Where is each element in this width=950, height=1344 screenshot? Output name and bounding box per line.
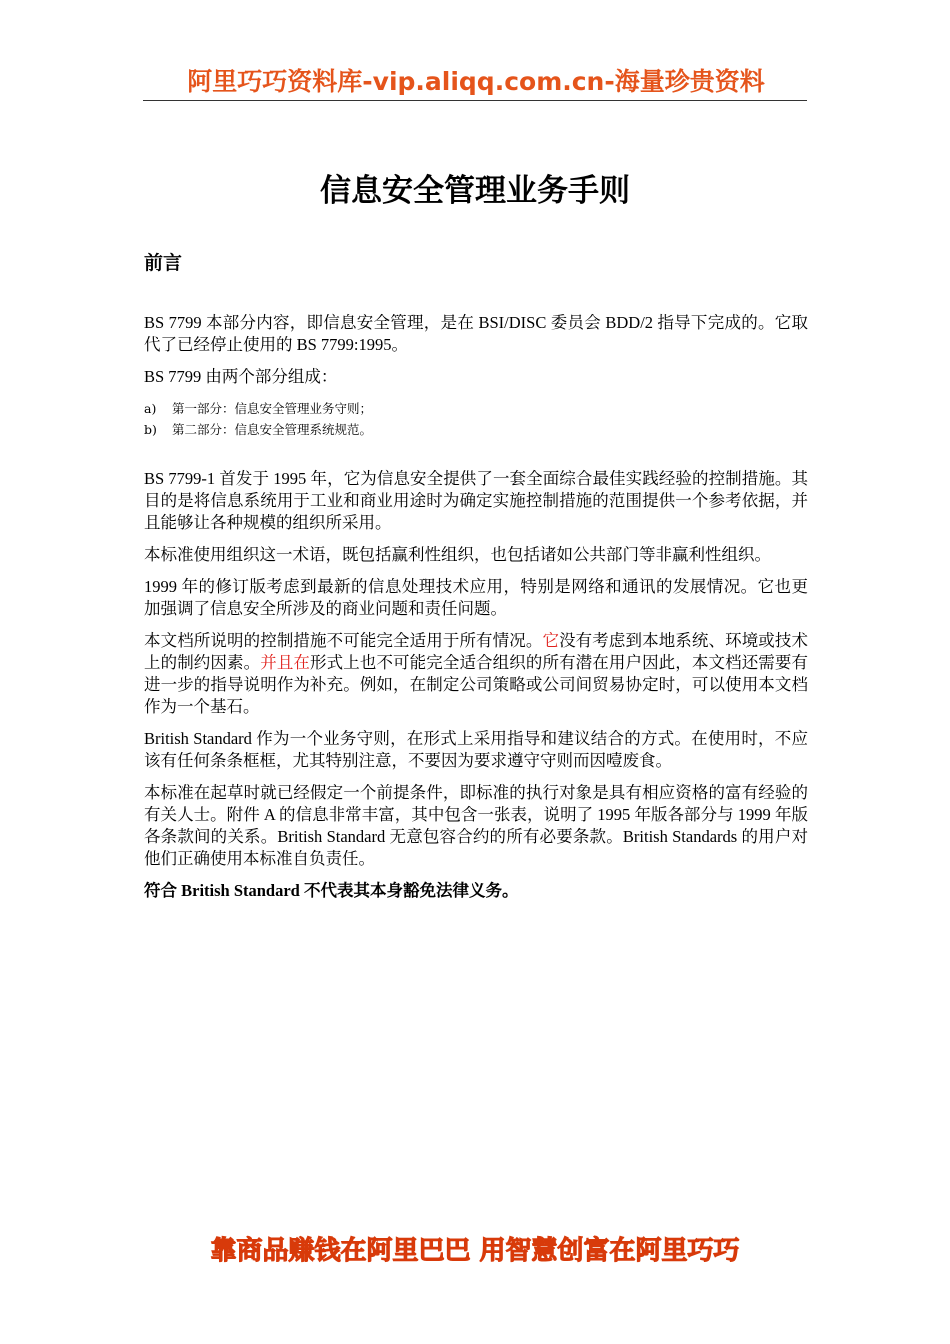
paragraph-6-text: 形式上也不可能完全适合组织的所有潜在用户因此，本文档还需要有进一步的指导说明作为补充。例如，在制定公司策略或公司间贸易协定时，可以使用本文档作为一个基石。 [144, 653, 809, 716]
list-item [144, 398, 808, 419]
list-item-text: 第一部分：信息安全管理业务守则； [172, 401, 373, 416]
highlight-text: 并且在 [260, 653, 311, 672]
list-item-text: 第二部分：信息安全管理系统规范。 [172, 422, 373, 437]
paragraph-7: British Standard 作为一个业务守则，在形式上采用指导和建议结合的方式。在使用时，不应该有任何条条框框，尤其特别注意，不要因为要求遵守守则而因噎废食。 [144, 729, 808, 770]
list-marker: b) [144, 422, 157, 437]
section-heading-preface: 前言 [144, 252, 183, 274]
paragraph-6-text: 没有考虑到本地系统、环境或技术上的制约因素。 [144, 631, 809, 672]
paragraph-8: 本标准在起草时就已经假定一个前提条件，即标准的执行对象是具有相应资格的富有经验的有关人士。附件 A 的信息非常丰富，其中包含一张表，说明了 1995 年版各部分与 1999 年版各条款间的关系。British Standard 无意包容合约的所有必要条款。British Standards 的用户对他们正确使用本标准自负责任。 [144, 783, 808, 868]
parts-list [144, 398, 808, 440]
document-title: 信息安全管理业务手则 [320, 173, 630, 209]
header-banner: 阿里巧巧资料库-vip.aliqq.com.cn-海量珍贵资料 [187, 67, 765, 96]
paragraph-4: 本标准使用组织这一术语，既包括赢利性组织，也包括诸如公共部门等非赢利性组织。 [144, 545, 771, 564]
paragraph-5: 1999 年的修订版考虑到最新的信息处理技术应用，特别是网络和通讯的发展情况。它也更加强调了信息安全所涉及的商业问题和责任问题。 [144, 577, 808, 618]
highlight-text: 它 [542, 631, 560, 650]
legal-notice: 符合 British Standard 不代表其本身豁免法律义务。 [144, 881, 519, 900]
header-divider [143, 100, 807, 101]
list-marker: a) [144, 401, 157, 416]
footer-banner: 靠商品赚钱在阿里巴巴 用智慧创富在阿里巧巧 [210, 1236, 740, 1266]
paragraph-2: BS 7799 由两个部分组成： [144, 367, 338, 386]
paragraph-6 [144, 630, 808, 718]
paragraph-6-text: 本文档所说明的控制措施不可能完全适用于所有情况。 [144, 631, 543, 650]
paragraph-3: BS 7799-1 首发于 1995 年，它为信息安全提供了一套全面综合最佳实践经验的控制措施。其目的是将信息系统用于工业和商业用途时为确定实施控制措施的范围提供一个参考依据，并且能够让各种规模的组织所采用。 [144, 469, 808, 532]
paragraph-1: BS 7799 本部分内容，即信息安全管理，是在 BSI/DISC 委员会 BDD/2 指导下完成的。它取代了已经停止使用的 BS 7799:1995。 [144, 313, 808, 354]
list-item [144, 419, 808, 440]
document-body [144, 312, 808, 912]
